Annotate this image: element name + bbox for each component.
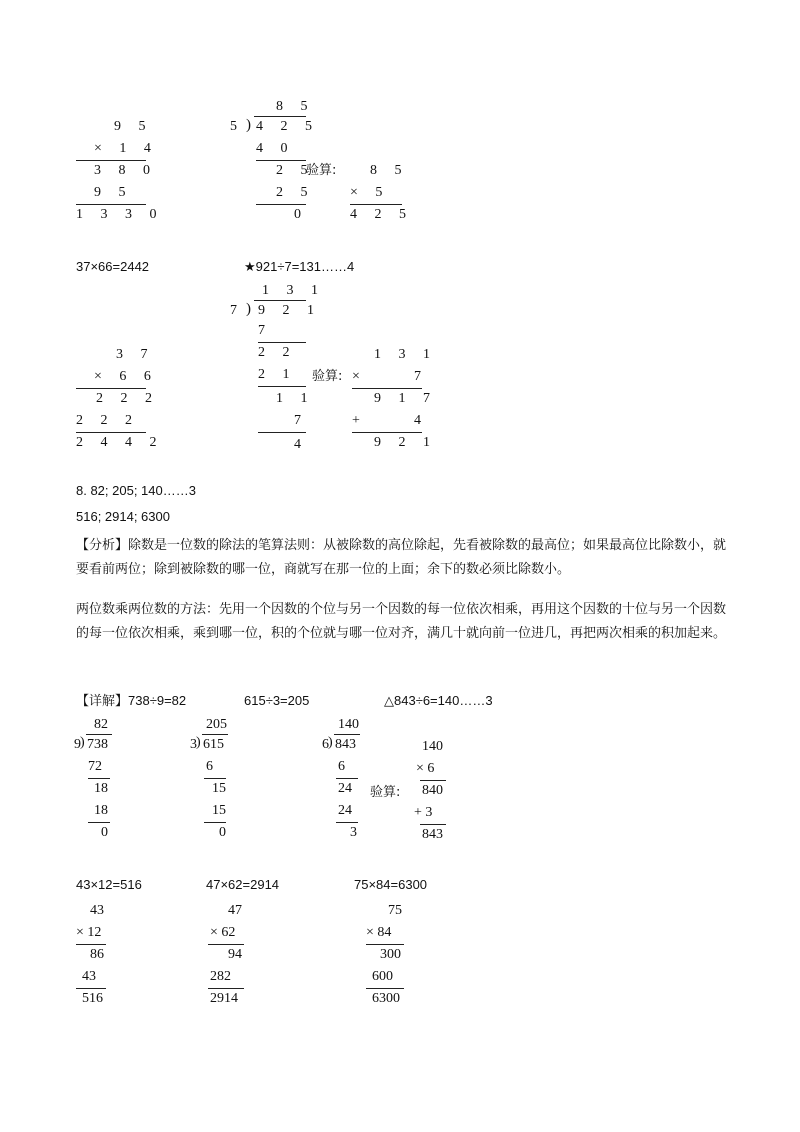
step-value: 2 5: [276, 185, 315, 200]
rule-line: [350, 204, 402, 205]
division-bracket: ): [246, 117, 251, 133]
step-value: 6: [206, 759, 213, 774]
division-bar: [254, 116, 306, 117]
rule-line: [366, 944, 404, 945]
rule-line: [336, 778, 358, 779]
rule-line: [256, 204, 306, 205]
mult-operand-b: × 84: [366, 925, 392, 940]
rule-line: [76, 432, 146, 433]
step-value: 2 5: [276, 163, 315, 178]
rule-line: [76, 944, 106, 945]
analysis-text: 除数是一位数的除法的笔算法则：从被除数的高位除起，先看被除数的最高位；如果最高位比除数小，就要看前两位；除到被除数的哪一位，商就写在那一位的上面；余下的数必须比除数小。: [76, 538, 727, 577]
mult-operand-b: × 1 4: [94, 141, 158, 156]
step-value: 24: [338, 803, 352, 818]
remainder: 4: [294, 437, 301, 452]
division-bracket: ): [196, 735, 201, 750]
dividend: 9 2 1: [258, 303, 321, 318]
division-bar: [334, 734, 360, 735]
dividend: 4 2 5: [256, 119, 319, 134]
rule-line: [352, 388, 422, 389]
partial-product: 9 5: [94, 185, 133, 200]
rule-line: [258, 386, 306, 387]
equation: △843÷6=140……3: [384, 693, 493, 708]
rule-line: [208, 988, 244, 989]
check-partial: 9 1 7: [374, 391, 437, 406]
plus-sign: +: [352, 413, 360, 428]
rule-line: [208, 944, 244, 945]
analysis-paragraph: [76, 534, 736, 582]
check-operand-b: 7: [414, 369, 421, 384]
rule-line: [336, 822, 358, 823]
mult-operand-a: 43: [90, 903, 104, 918]
partial-product: 282: [210, 969, 231, 984]
step-value: 18: [94, 803, 108, 818]
remainder: 3: [350, 825, 357, 840]
times-sign: ×: [352, 369, 360, 384]
detail-tag: 【详解】: [76, 694, 129, 709]
check-operand-a: 1 3 1: [374, 347, 437, 362]
check-partial: 840: [422, 783, 443, 798]
dividend: 738: [87, 737, 108, 752]
quotient: 1 3 1: [262, 283, 325, 298]
product-result: 6300: [372, 991, 400, 1006]
product-result: 516: [82, 991, 103, 1006]
step-value: 24: [338, 781, 352, 796]
step-value: 2 2: [258, 345, 297, 360]
rule-line: [88, 822, 110, 823]
mult-operand-a: 47: [228, 903, 242, 918]
rule-line: [204, 778, 226, 779]
step-value: 7: [294, 413, 301, 428]
mult-operand-b: × 6 6: [94, 369, 158, 384]
rule-line: [76, 988, 106, 989]
mult-operand-b: × 62: [210, 925, 236, 940]
quotient: 205: [206, 717, 227, 732]
check-result: 9 2 1: [374, 435, 437, 450]
step-value: 2 1: [258, 367, 297, 382]
step-value: 18: [94, 781, 108, 796]
divisor: 7: [230, 303, 237, 318]
dividend: 843: [335, 737, 356, 752]
divisor: 3: [190, 737, 197, 752]
equation: ★921÷7=131……4: [244, 259, 355, 274]
rule-line: [352, 432, 422, 433]
equation: 47×62=2914: [206, 877, 280, 892]
rule-line: [258, 432, 306, 433]
quotient: 82: [94, 717, 108, 732]
check-operand-a: 8 5: [370, 163, 409, 178]
mult-operand-a: 9 5: [114, 119, 153, 134]
step-value: 6: [338, 759, 345, 774]
partial-product: 94: [228, 947, 242, 962]
product-result: 2 4 4 2: [76, 435, 164, 450]
answer-line: 516; 2914; 6300: [76, 509, 170, 524]
check-addend: 4: [414, 413, 421, 428]
division-bar: [202, 734, 228, 735]
division-bracket: ): [80, 735, 85, 750]
step-value: 1 1: [276, 391, 315, 406]
check-result: 4 2 5: [350, 207, 413, 222]
step-value: 7: [258, 323, 265, 338]
rule-line: [258, 342, 306, 343]
rule-line: [88, 778, 110, 779]
answer-line: 8. 82; 205; 140……3: [76, 483, 196, 498]
quotient: 8 5: [276, 99, 315, 114]
check-operand-b: × 5: [350, 185, 390, 200]
remainder: 0: [219, 825, 226, 840]
rule-line: [366, 988, 404, 989]
partial-product: 2 2 2: [96, 391, 159, 406]
division-bracket: ): [246, 301, 251, 317]
division-bar: [86, 734, 112, 735]
partial-product: 43: [82, 969, 96, 984]
partial-product: 600: [372, 969, 393, 984]
check-operand-b: × 6: [416, 761, 435, 776]
remainder: 0: [294, 207, 301, 222]
division-bracket: ): [328, 735, 333, 750]
equation: 37×66=2442: [76, 259, 150, 274]
rule-line: [420, 824, 446, 825]
check-label: 验算:: [312, 369, 343, 384]
mult-operand-a: 3 7: [116, 347, 155, 362]
step-value: 15: [212, 781, 226, 796]
analysis-tag: 【分析】: [76, 538, 129, 553]
divisor: 6: [322, 737, 329, 752]
partial-product: 86: [90, 947, 104, 962]
check-addend: + 3: [414, 805, 433, 820]
remainder: 0: [101, 825, 108, 840]
divisor: 9: [74, 737, 81, 752]
divisor: 5: [230, 119, 237, 134]
partial-product: 2 2 2: [76, 413, 139, 428]
step-value: 4 0: [256, 141, 295, 156]
division-bar: [254, 300, 306, 301]
check-label: 验算:: [306, 163, 337, 178]
mult-operand-b: × 12: [76, 925, 102, 940]
check-result: 843: [422, 827, 443, 842]
rule-line: [76, 160, 146, 161]
product-result: 1 3 3 0: [76, 207, 164, 222]
quotient: 140: [338, 717, 359, 732]
partial-product: 3 8 0: [94, 163, 157, 178]
product-result: 2914: [210, 991, 238, 1006]
rule-line: [76, 204, 146, 205]
partial-product: 300: [380, 947, 401, 962]
step-value: 72: [88, 759, 102, 774]
rule-line: [76, 388, 146, 389]
equation: 75×84=6300: [354, 877, 428, 892]
detail-line: [76, 692, 186, 711]
check-operand-a: 140: [422, 739, 443, 754]
analysis-paragraph: 两位数乘两位数的方法：先用一个因数的个位与另一个因数的每一位依次相乘，再用这个因数的十位与另一个因数的每一位依次相乘，乘到哪一位，积的个位就与哪一位对齐，满几十就向前一位进几，再把两次相乘的积加起来。: [76, 602, 727, 641]
equation: 615÷3=205: [244, 693, 310, 708]
rule-line: [204, 822, 226, 823]
rule-line: [420, 780, 446, 781]
equation: 43×12=516: [76, 877, 142, 892]
mult-operand-a: 75: [388, 903, 402, 918]
rule-line: [256, 160, 306, 161]
equation: 738÷9=82: [128, 693, 187, 708]
check-label: 验算:: [370, 785, 401, 800]
dividend: 615: [203, 737, 224, 752]
step-value: 15: [212, 803, 226, 818]
